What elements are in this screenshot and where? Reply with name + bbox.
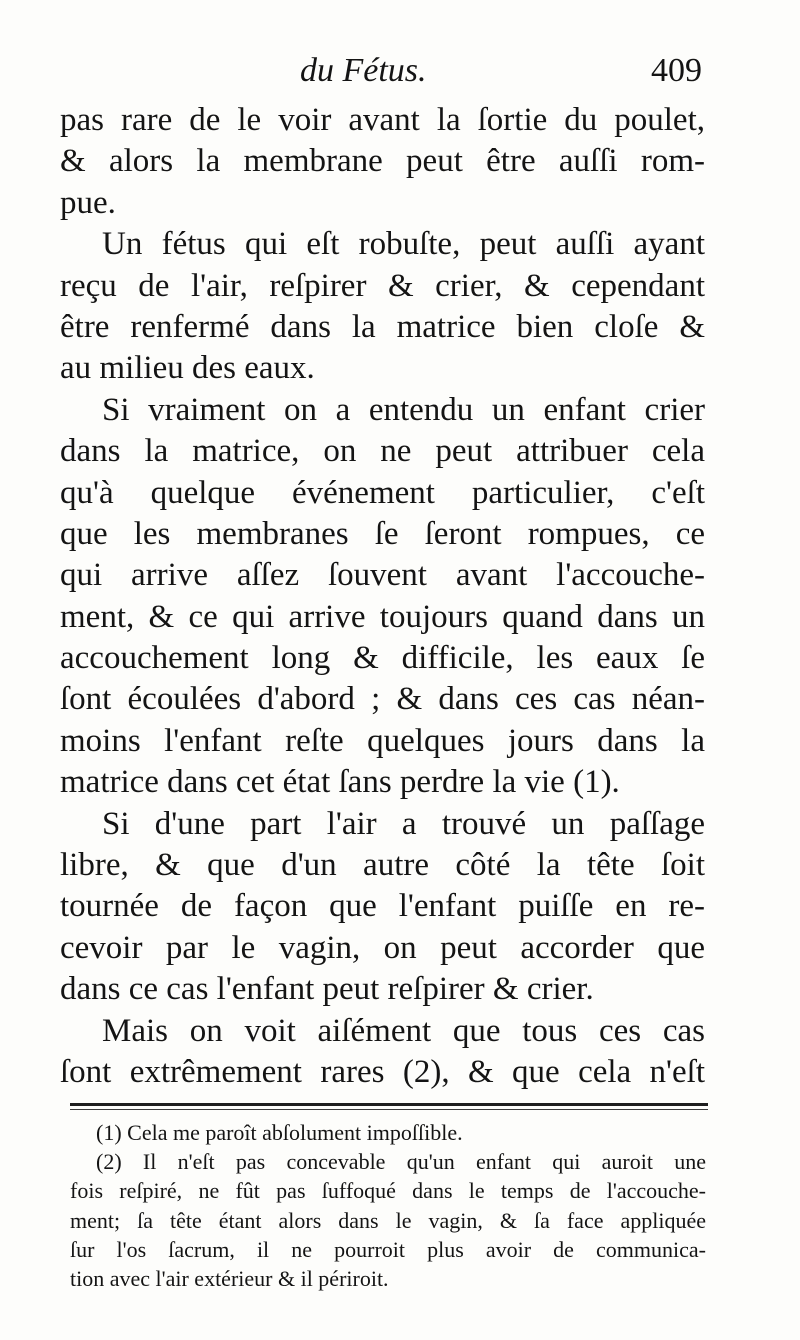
footnote-line: tion avec l'air extérieur & il périroit.: [70, 1265, 389, 1291]
text-line: cevoir par le vagin, on peut accorder que: [60, 929, 705, 966]
text-line: reçu de l'air, reſpirer & crier, & cependant: [60, 267, 705, 304]
text-line: moins l'enfant reſte quelques jours dans la: [60, 722, 705, 759]
text-line: libre, & que d'un autre côté la tête ſoit: [60, 847, 705, 884]
text-line: ſont extrêmement rares (2), & que cela n'eſt: [60, 1053, 705, 1090]
running-title: du Fétus.: [300, 52, 427, 89]
text-line: ment, & ce qui arrive toujours quand dans un: [60, 598, 705, 635]
text-line: que les membranes ſe ſeront rompues, ce: [60, 515, 705, 552]
footnote-line: ſur l'os ſacrum, il ne pourroit plus avoir de communica-: [70, 1236, 706, 1262]
footnote-line: ment; ſa tête étant alors dans le vagin, & ſa face appliquée: [70, 1207, 706, 1233]
page-header: [60, 50, 710, 94]
text-line: dans la matrice, on ne peut attribuer cela: [60, 433, 705, 470]
footnotes: [70, 1118, 706, 1293]
text-line: & alors la membrane peut être auſſi rom-: [60, 143, 705, 180]
text-line: dans ce cas l'enfant peut reſpirer & crier.: [60, 971, 594, 1008]
paragraph-first-line: Si d'une part l'air a trouvé un paſſage: [102, 805, 705, 842]
text-line: qu'à quelque événement particulier, c'eſt: [60, 474, 705, 511]
text-line: pas rare de le voir avant la ſortie du poulet,: [60, 102, 705, 138]
paragraph-first-line: Un fétus qui eſt robuſte, peut auſſi ayant: [102, 226, 705, 263]
text-line: ſont écoulées d'abord ; & dans ces cas néan-: [60, 681, 705, 718]
paragraph-first-line: Mais on voit aiſément que tous ces cas: [102, 1012, 705, 1049]
footnote-1: (1) Cela me paroît abſolument impoſſible.: [96, 1120, 463, 1145]
body-text: [60, 100, 705, 1093]
text-line: matrice dans cet état ſans perdre la vie (1).: [60, 764, 620, 801]
footnote-rule-thin: [70, 1109, 708, 1110]
footnote-2: (2) Il n'eſt pas concevable qu'un enfant qui auroit une: [96, 1149, 706, 1175]
text-line: accouchement long & difficile, les eaux ſe: [60, 640, 705, 677]
page-number: 409: [651, 52, 702, 89]
text-line: pue.: [60, 184, 116, 221]
text-line: au milieu des eaux.: [60, 350, 315, 387]
paragraph-first-line: Si vraiment on a entendu un enfant crier: [102, 391, 705, 428]
footnote-line: fois reſpiré, ne fût pas ſuffoqué dans le temps de l'accouche-: [70, 1178, 706, 1204]
text-line: qui arrive aſſez ſouvent avant l'accouche-: [60, 557, 705, 594]
text-line: tournée de façon que l'enfant puiſſe en re-: [60, 888, 705, 925]
footnote-rule: [70, 1103, 708, 1106]
text-line: être renfermé dans la matrice bien cloſe &: [60, 308, 705, 345]
